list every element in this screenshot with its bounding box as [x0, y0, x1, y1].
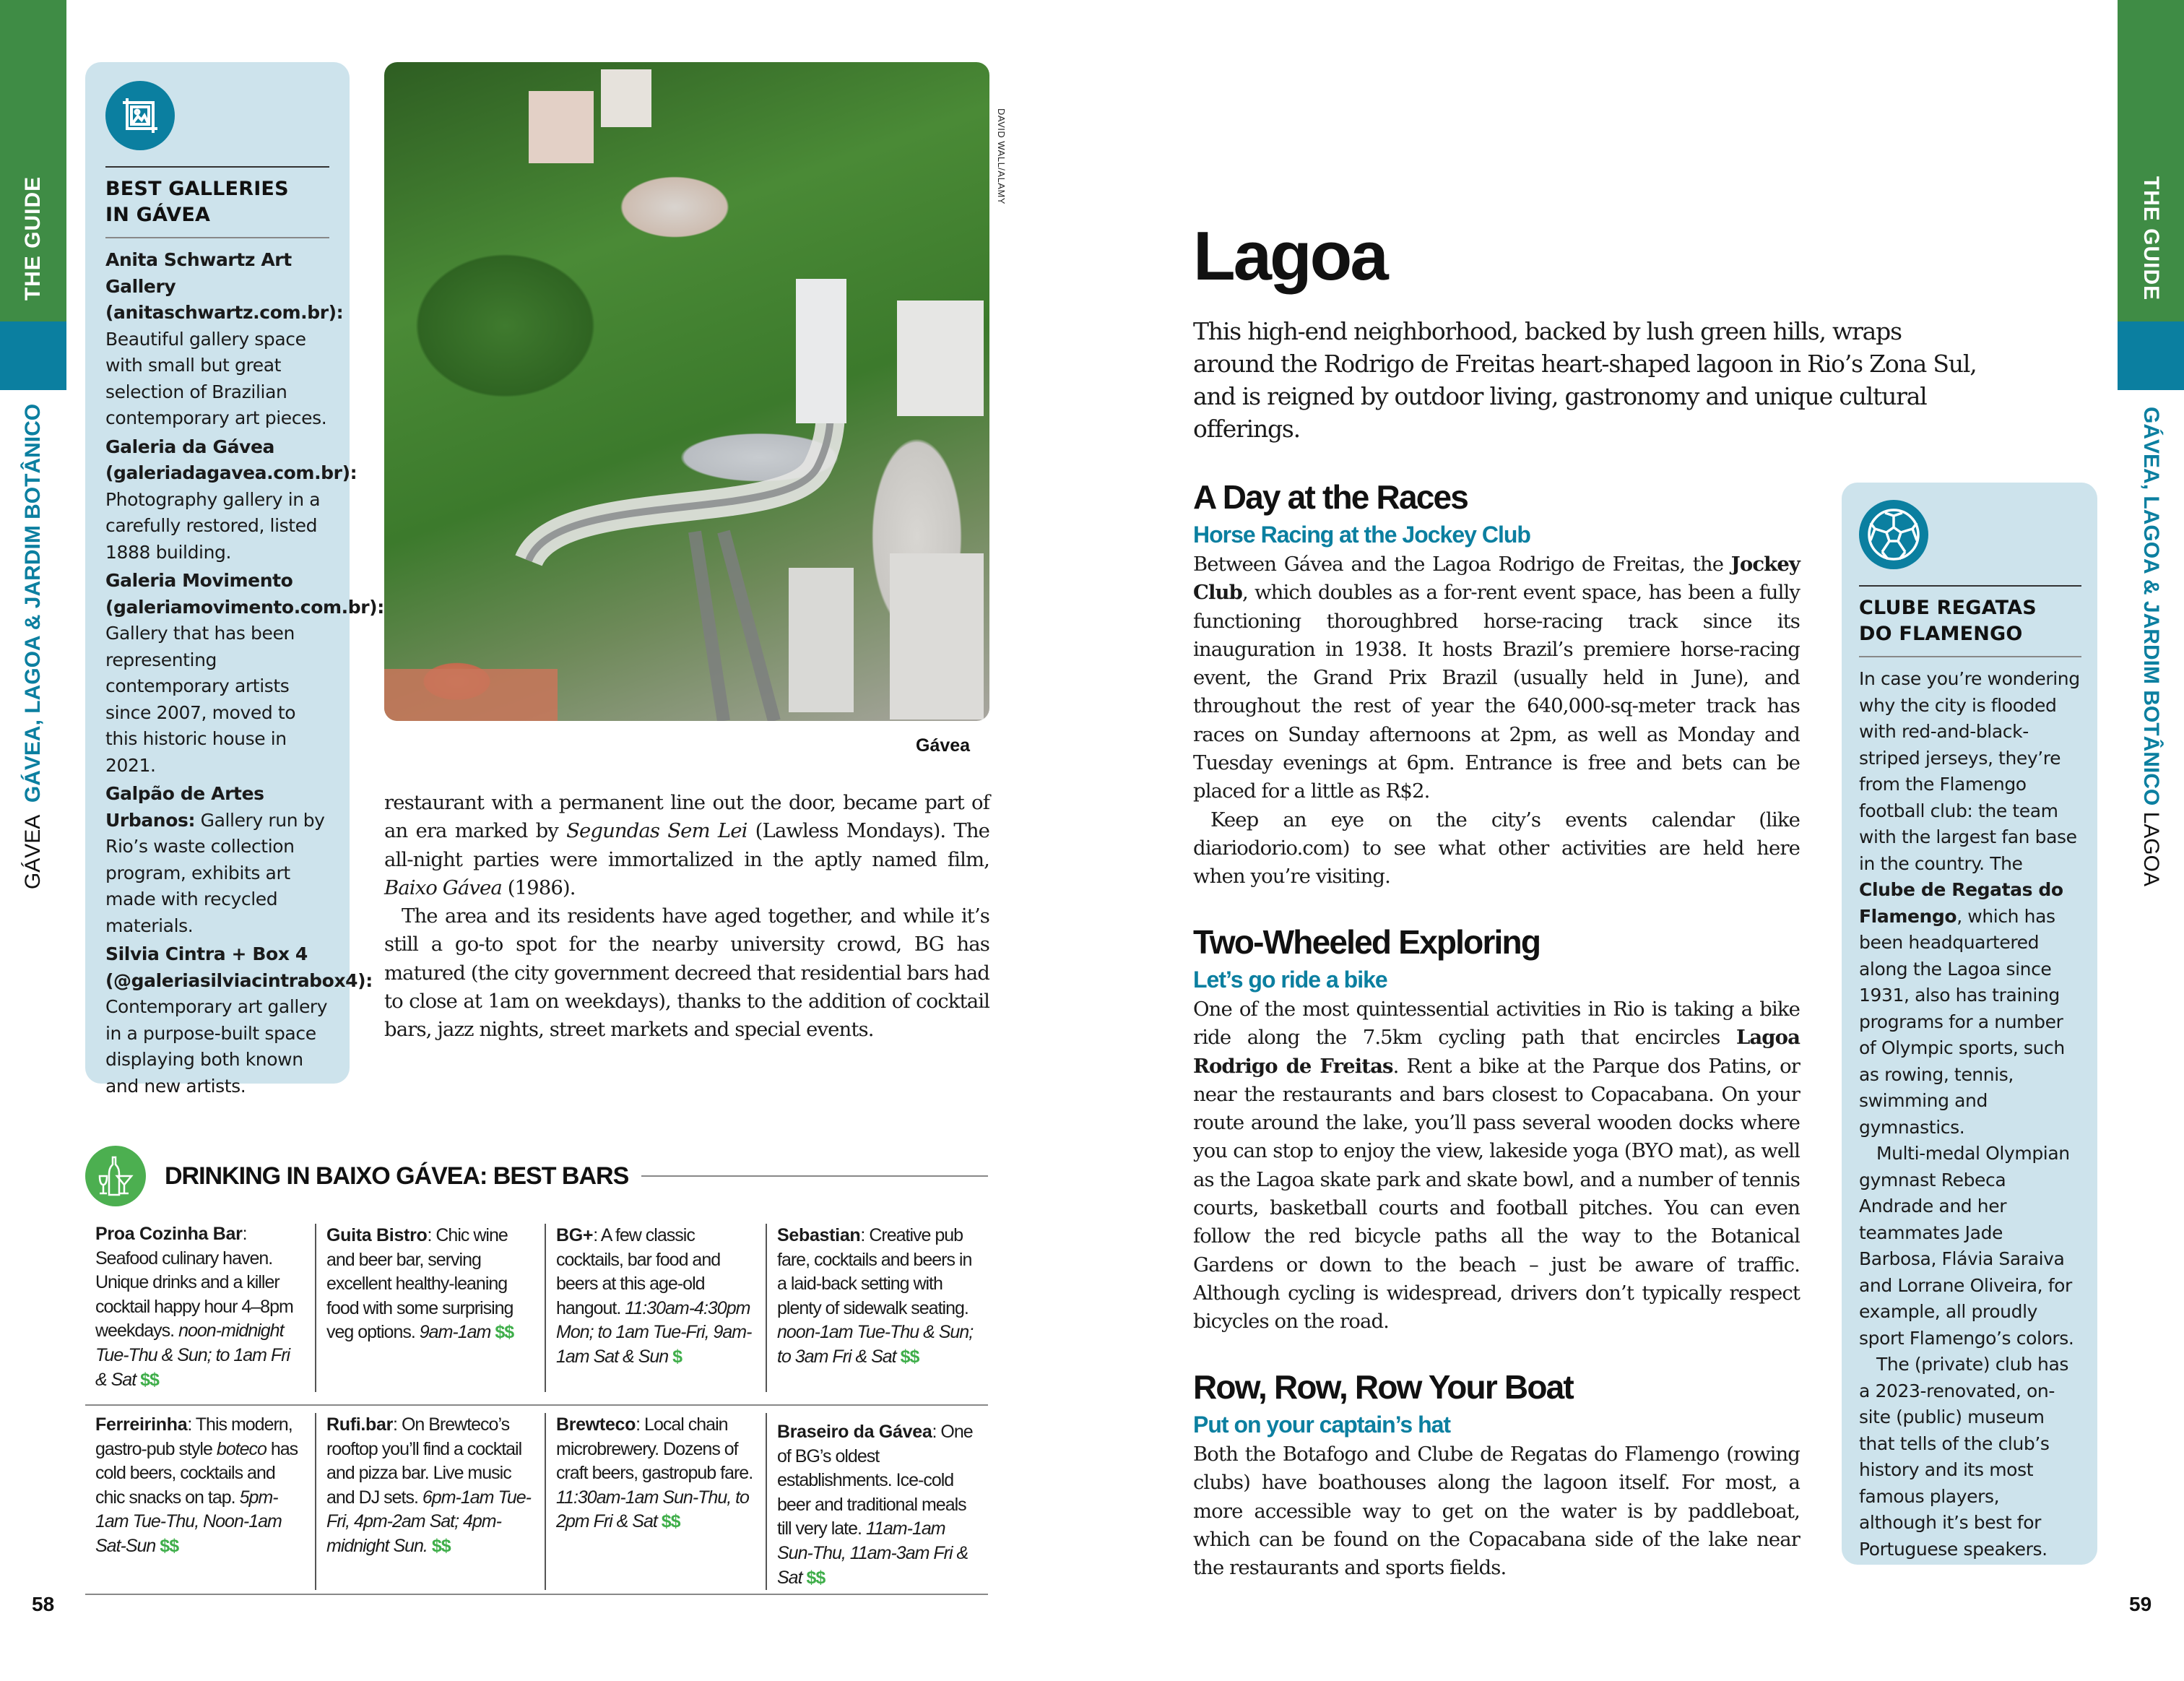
box-title: BEST GALLERIES IN GÁVEA: [105, 178, 289, 226]
gallery-item: Galeria Movimento (galeriamovimento.com.br): Gallery that has been representing contemporary artists since 2007, moved to this historic house in 2021.: [105, 570, 384, 776]
box-title: CLUBE REGATAS DO FLAMENGO: [1859, 597, 2037, 645]
article-bike: [1193, 922, 1800, 1336]
section-label: [21, 404, 46, 889]
section-subheading: Horse Racing at the Jockey Club: [1193, 522, 1530, 548]
drinking-title: DRINKING IN BAIXO GÁVEA: BEST BARS: [165, 1162, 629, 1190]
wine-glass-icon: [85, 1146, 146, 1206]
bar-entry: Proa Cozinha Bar: Seafood culinary haven. Unique drinks and a killer cocktail happy hour 4–8pm weekdays. noon-midnight Tue-Thu & Sun; to 1am Fri & Sat $$: [95, 1224, 293, 1390]
bar-entry: BG+: A few classic cocktails, bar food and beers at this age-old hangout. 11:30am-4:30pm Mon; to 1am Tue-Fri, 9am-1am Sat & Sun $: [545, 1224, 766, 1392]
page-number-left: 58: [32, 1593, 55, 1615]
section-tab-bg: [0, 321, 66, 390]
divider: [1859, 656, 2081, 657]
paragraph: restaurant with a permanent line out the door, became part of an era marked by Segundas Sem Lei (Lawless Mondays). The all-night parties were immortalized in the aptly named film, Baixo Gávea (1986).: [384, 791, 990, 899]
article-races: [1193, 477, 1800, 891]
section-heading: A Day at the Races: [1193, 478, 1468, 516]
subsection-label: LAGOA: [2139, 811, 2163, 886]
right-edge-tab: [2118, 0, 2184, 910]
bar-entry: Rufi.bar: On Brewteco’s rooftop you’ll find a cocktail and pizza bar. Live music and DJ sets. 6pm-1am Tue-Fri, 4pm-2am Sat; 4pm-midnight Sun. $$: [315, 1413, 545, 1590]
section-tab-bg: [2118, 321, 2184, 390]
photo-caption: Gávea: [916, 735, 971, 756]
gavea-aerial-photo: [384, 62, 989, 721]
paragraph: Multi-medal Olympian gymnast Rebeca Andrade and her teammates Jade Barbosa, Flávia Saraiva and Lorrane Oliveira, for example, all proudly sport Flamengo’s colors.: [1859, 1143, 2074, 1349]
section-label: [2138, 407, 2163, 886]
bars-row: [85, 1406, 988, 1595]
section-subheading: Let’s go ride a bike: [1193, 967, 1387, 993]
section-subheading: Put on your captain’s hat: [1193, 1412, 1451, 1438]
divider: [641, 1175, 988, 1177]
section-heading: Two-Wheeled Exploring: [1193, 923, 1540, 961]
guide-label: THE GUIDE: [21, 176, 45, 301]
paragraph: The area and its residents have aged together, and while it’s still a go-to spot for the nearby university crowd, BG has matured (the city government decreed that residential bars had to close at 1am on weekdays), thanks to the addition of cocktail bars, jazz nights, street markets and special events.: [384, 904, 989, 1042]
drinking-header: [85, 1144, 988, 1209]
paragraph: Both the Botafogo and Clube de Regatas do Flamengo (rowing clubs) have boathouses along the lagoon itself. For most, a more accessible way to get on the water is by paddleboat, which can be found on the Copacabana side of the lake near the restaurants and sports fields.: [1193, 1443, 1800, 1580]
section-heading: Row, Row, Row Your Boat: [1193, 1368, 1573, 1406]
flamengo-box: [1842, 483, 2097, 1565]
gallery-item: Anita Schwartz Art Gallery (anitaschwartz.com.br): Beautiful gallery space with small but great selection of Brazilian contemporary art pieces.: [105, 249, 344, 428]
paragraph: One of the most quintessential activities in Rio is taking a bike ride along the 7.5km cycling path that encircles Lagoa Rodrigo de Freitas. Rent a bike at the Parque dos Patins, or near the restaurants and bars closest to Copacabana. On your route around the lake, you’ll pass several wooden docks where you can stop to enjoy the view, lakeside yoga (BYO mat), as well as the Lagoa skate park and skate bowl, and a number of tennis courts, basketball courts and football pitches. You can even follow the red bicycle paths all the way to the Botanical Gardens or down to the beach – just be aware of traffic. Although cycling is widespread, drivers don’t typically respect bicycles on the road.: [1193, 998, 1800, 1334]
section-name: GÁVEA, LAGOA & JARDIM BOTÂNICO: [2139, 407, 2163, 806]
paragraph: Keep an eye on the city’s events calendar (like diariodorio.com) to see what other activities are held here when you’re visiting.: [1193, 808, 1800, 889]
intro-paragraph: This high-end neighborhood, backed by lush green hills, wraps around the Rodrigo de Freitas heart-shaped lagoon in Rio’s Zona Sul, and is reigned by outdoor living, gastronomy and unique cultural offerings.: [1193, 317, 1977, 443]
bar-entry: Braseiro da Gávea: One of BG’s oldest establishments. Ice-cold beer and traditional meals till very late. 11am-1am Sun-Thu, 11am-3am Fri & Sat $$: [766, 1413, 988, 1590]
photo-credit: DAVID WALL/ALAMY: [996, 108, 1007, 204]
divider: [105, 237, 329, 238]
section-name: GÁVEA, LAGOA & JARDIM BOTÂNICO: [21, 403, 45, 803]
bar-entry: Sebastian: Creative pub fare, cocktails and beers in a laid-back setting with plenty of sidewalk seating. noon-1am Tue-Thu & Sun; to 3am Fri & Sat $$: [766, 1224, 988, 1392]
page-title: Lagoa: [1193, 217, 1387, 295]
gallery-image-icon: [105, 81, 175, 150]
best-galleries-box: [85, 62, 384, 1097]
bar-entry: Ferreirinha: This modern, gastro-pub style boteco has cold beers, cocktails and chic snacks on tap. 5pm-1am Tue-Thu, Noon-1am Sat-Sun $$: [95, 1414, 298, 1556]
gallery-list: [105, 247, 384, 1099]
paragraph: In case you’re wondering why the city is flooded with red-and-black-striped jerseys, they’re from the Flamengo football club: the team with the largest fan base in the country. The Clube de Regatas do Flamengo, which has been headquartered along the Lagoa since 1931, also has training programs for a number of Olympic sports, such as rowing, tennis, swimming and gymnastics.: [1859, 668, 2080, 1138]
divider: [105, 166, 329, 168]
baixo-gavea-text: [384, 789, 989, 1045]
article-boat: [1193, 1367, 1800, 1582]
guide-label: THE GUIDE: [2139, 176, 2163, 301]
gallery-item: Galpão de Artes Urbanos: Gallery run by Rio’s waste collection program, exhibits art made with recycled materials.: [105, 783, 325, 936]
subsection-label: GÁVEA: [21, 814, 45, 890]
box-body: [1859, 666, 2081, 1563]
soccer-ball-icon: [1859, 500, 1928, 569]
bar-entry: Brewteco: Local chain microbrewery. Dozens of craft beers, gastropub fare. 11:30am-1am Sun-Thu, to 2pm Fri & Sat $$: [545, 1413, 766, 1590]
divider: [1859, 585, 2081, 587]
paragraph: The (private) club has a 2023-renovated, on-site (public) museum that tells of the club’s history and its most famous players, although it’s best for Portuguese speakers.: [1859, 1354, 2069, 1560]
bars-row: [85, 1217, 988, 1406]
gallery-item: Silvia Cintra + Box 4 (@galeriasilviacintrabox4): Contemporary art gallery in a purpose-built space displaying both known and new artists.: [105, 943, 373, 1097]
left-edge-tab: [0, 0, 66, 910]
gallery-item: Galeria da Gávea (galeriadagavea.com.br): Photography gallery in a carefully restored, listed 1888 building.: [105, 436, 358, 563]
paragraph: Between Gávea and the Lagoa Rodrigo de Freitas, the Jockey Club, which doubles as a for-rent event space, has been a fully functioning thoroughbred horse-racing track since its inauguration in 1938. It hosts Brazil’s premiere horse-racing event, the Grand Prix Brazil (usually held in June), and throughout the rest of year the 640,000-sq-meter track has races on Sunday afternoons at 2pm, as well as Monday and Tuesday evenings at 6pm. Entrance is free and bets can be placed for a little as R$2.: [1193, 553, 1800, 803]
page-number-right: 59: [2129, 1593, 2152, 1615]
bars-grid: [85, 1217, 988, 1595]
bar-entry: Guita Bistro: Chic wine and beer bar, serving excellent healthy-leaning food with some surprising veg options. 9am-1am $$: [315, 1224, 545, 1392]
